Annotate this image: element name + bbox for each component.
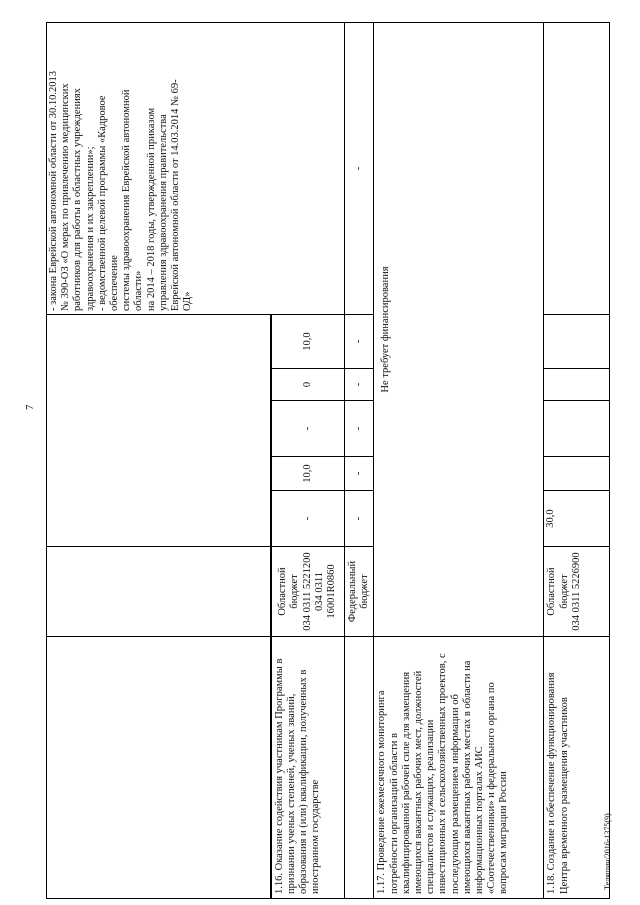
prev-values-cell [47,315,271,547]
title-line: иностранном государстве [310,779,322,894]
table-row-prev [47,23,271,899]
row-116-value-5: 10,0 [271,315,345,369]
budget-line: Областной бюджет [546,567,570,616]
row-118-title [544,637,610,899]
budget-line: Областной бюджет [277,567,301,616]
title-line: образования и (или) квалификации, полученных в [297,669,309,894]
budget-line: 034 0311 5221200 [301,552,313,631]
legal-basis-line: обеспечение [109,255,121,311]
legal-basis-cell [47,23,345,315]
title-line: Центра временного размещения участников [558,697,570,894]
row-118-value-3 [544,401,610,457]
row-116-value-3: - [271,401,345,457]
table-row-118 [544,23,610,899]
federal-value-1: - [345,491,374,547]
legal-basis-line: № 390-ОЗ «О мерах по привлечению медицинских [60,83,72,311]
title-line: вопросам миграции России [498,771,510,894]
federal-value-5: - [345,315,374,369]
row-117-funding-note: Не требует финансирования [374,23,544,637]
title-line: инвестиционных и сельскохозяйственных проектов, с [437,653,449,894]
legal-basis-line: здравоохранения и их закреплении»; [84,146,96,311]
row-116-budget [271,547,345,637]
page-number: 7 [24,404,36,410]
prev-budget-cell [47,547,271,637]
legal-basis-line: области» [133,270,145,311]
table-row-federal [345,23,374,899]
row-118-note [544,23,610,315]
legal-basis-line: - закона Еврейской автономной области от 30.10.2013 [48,70,59,311]
legal-basis-line: на 2014 – 2018 годы, утвержденной приказом [145,107,157,311]
title-line: 1.16. Оказание содействия участникам Программы в [273,658,285,894]
row-118-value-4 [544,369,610,401]
federal-value-4: - [345,369,374,401]
title-line: 1.17. Проведение ежемесячного мониторинга [376,690,388,894]
table-row-117 [374,23,544,899]
title-line: имеющихся вакантных рабочих мест, должностей [413,670,425,894]
title-line: потребности организаций области в [388,732,400,894]
federal-budget: Федеральный бюджет [345,547,374,637]
legal-basis-line: управления здравоохранения правительства [157,114,169,311]
title-line: специалистов и служащих, реализации [425,719,437,894]
row-116-title [271,637,345,899]
row-116-value-1: - [271,491,345,547]
federal-note-cell: - [345,23,374,315]
federal-value-3: - [345,401,374,457]
title-line: «Соотечественники» и федерального органа по [486,682,498,894]
legal-basis-line: ОД» [182,291,194,311]
title-line: последующим размещением информации об [449,694,461,894]
row-118-value-2 [544,457,610,491]
title-line: квалифицированной рабочей силе для замещения [400,671,412,894]
title-line: 1.18. Создание и обеспечение функционирования [546,672,558,894]
federal-value-2: - [345,457,374,491]
legal-basis-line: Еврейской автономной области от 14.03.2014 № 69- [170,79,182,311]
row-117-title [374,637,544,899]
document-id: Теляшин/2016-1375(9) [603,813,612,890]
title-line: имеющихся вакантных рабочих местах в области на [461,660,473,894]
legal-basis-line: системы здравоохранения Еврейской автономной [121,89,133,311]
row-118-value-1: 30,0 [544,491,610,547]
prev-title-cell [47,637,271,899]
budget-line: 034 0311 16001R0860 [313,564,338,619]
legal-basis-line: - ведомственной целевой программы «Кадровое [96,95,108,311]
row-118-value-5 [544,315,610,369]
budget-line: 034 0311 5226900 [570,552,582,631]
title-line: информационных порталах АИС [474,746,486,894]
title-line: признании ученых степеней, ученых званий, [285,693,297,894]
row-116-value-2: 10,0 [271,457,345,491]
federal-title-cell [345,637,374,899]
legal-basis-line: работников для работы в областных учреждениях [72,88,84,311]
row-118-budget [544,547,610,637]
program-table [46,22,610,899]
row-116-value-4: 0 [271,369,345,401]
